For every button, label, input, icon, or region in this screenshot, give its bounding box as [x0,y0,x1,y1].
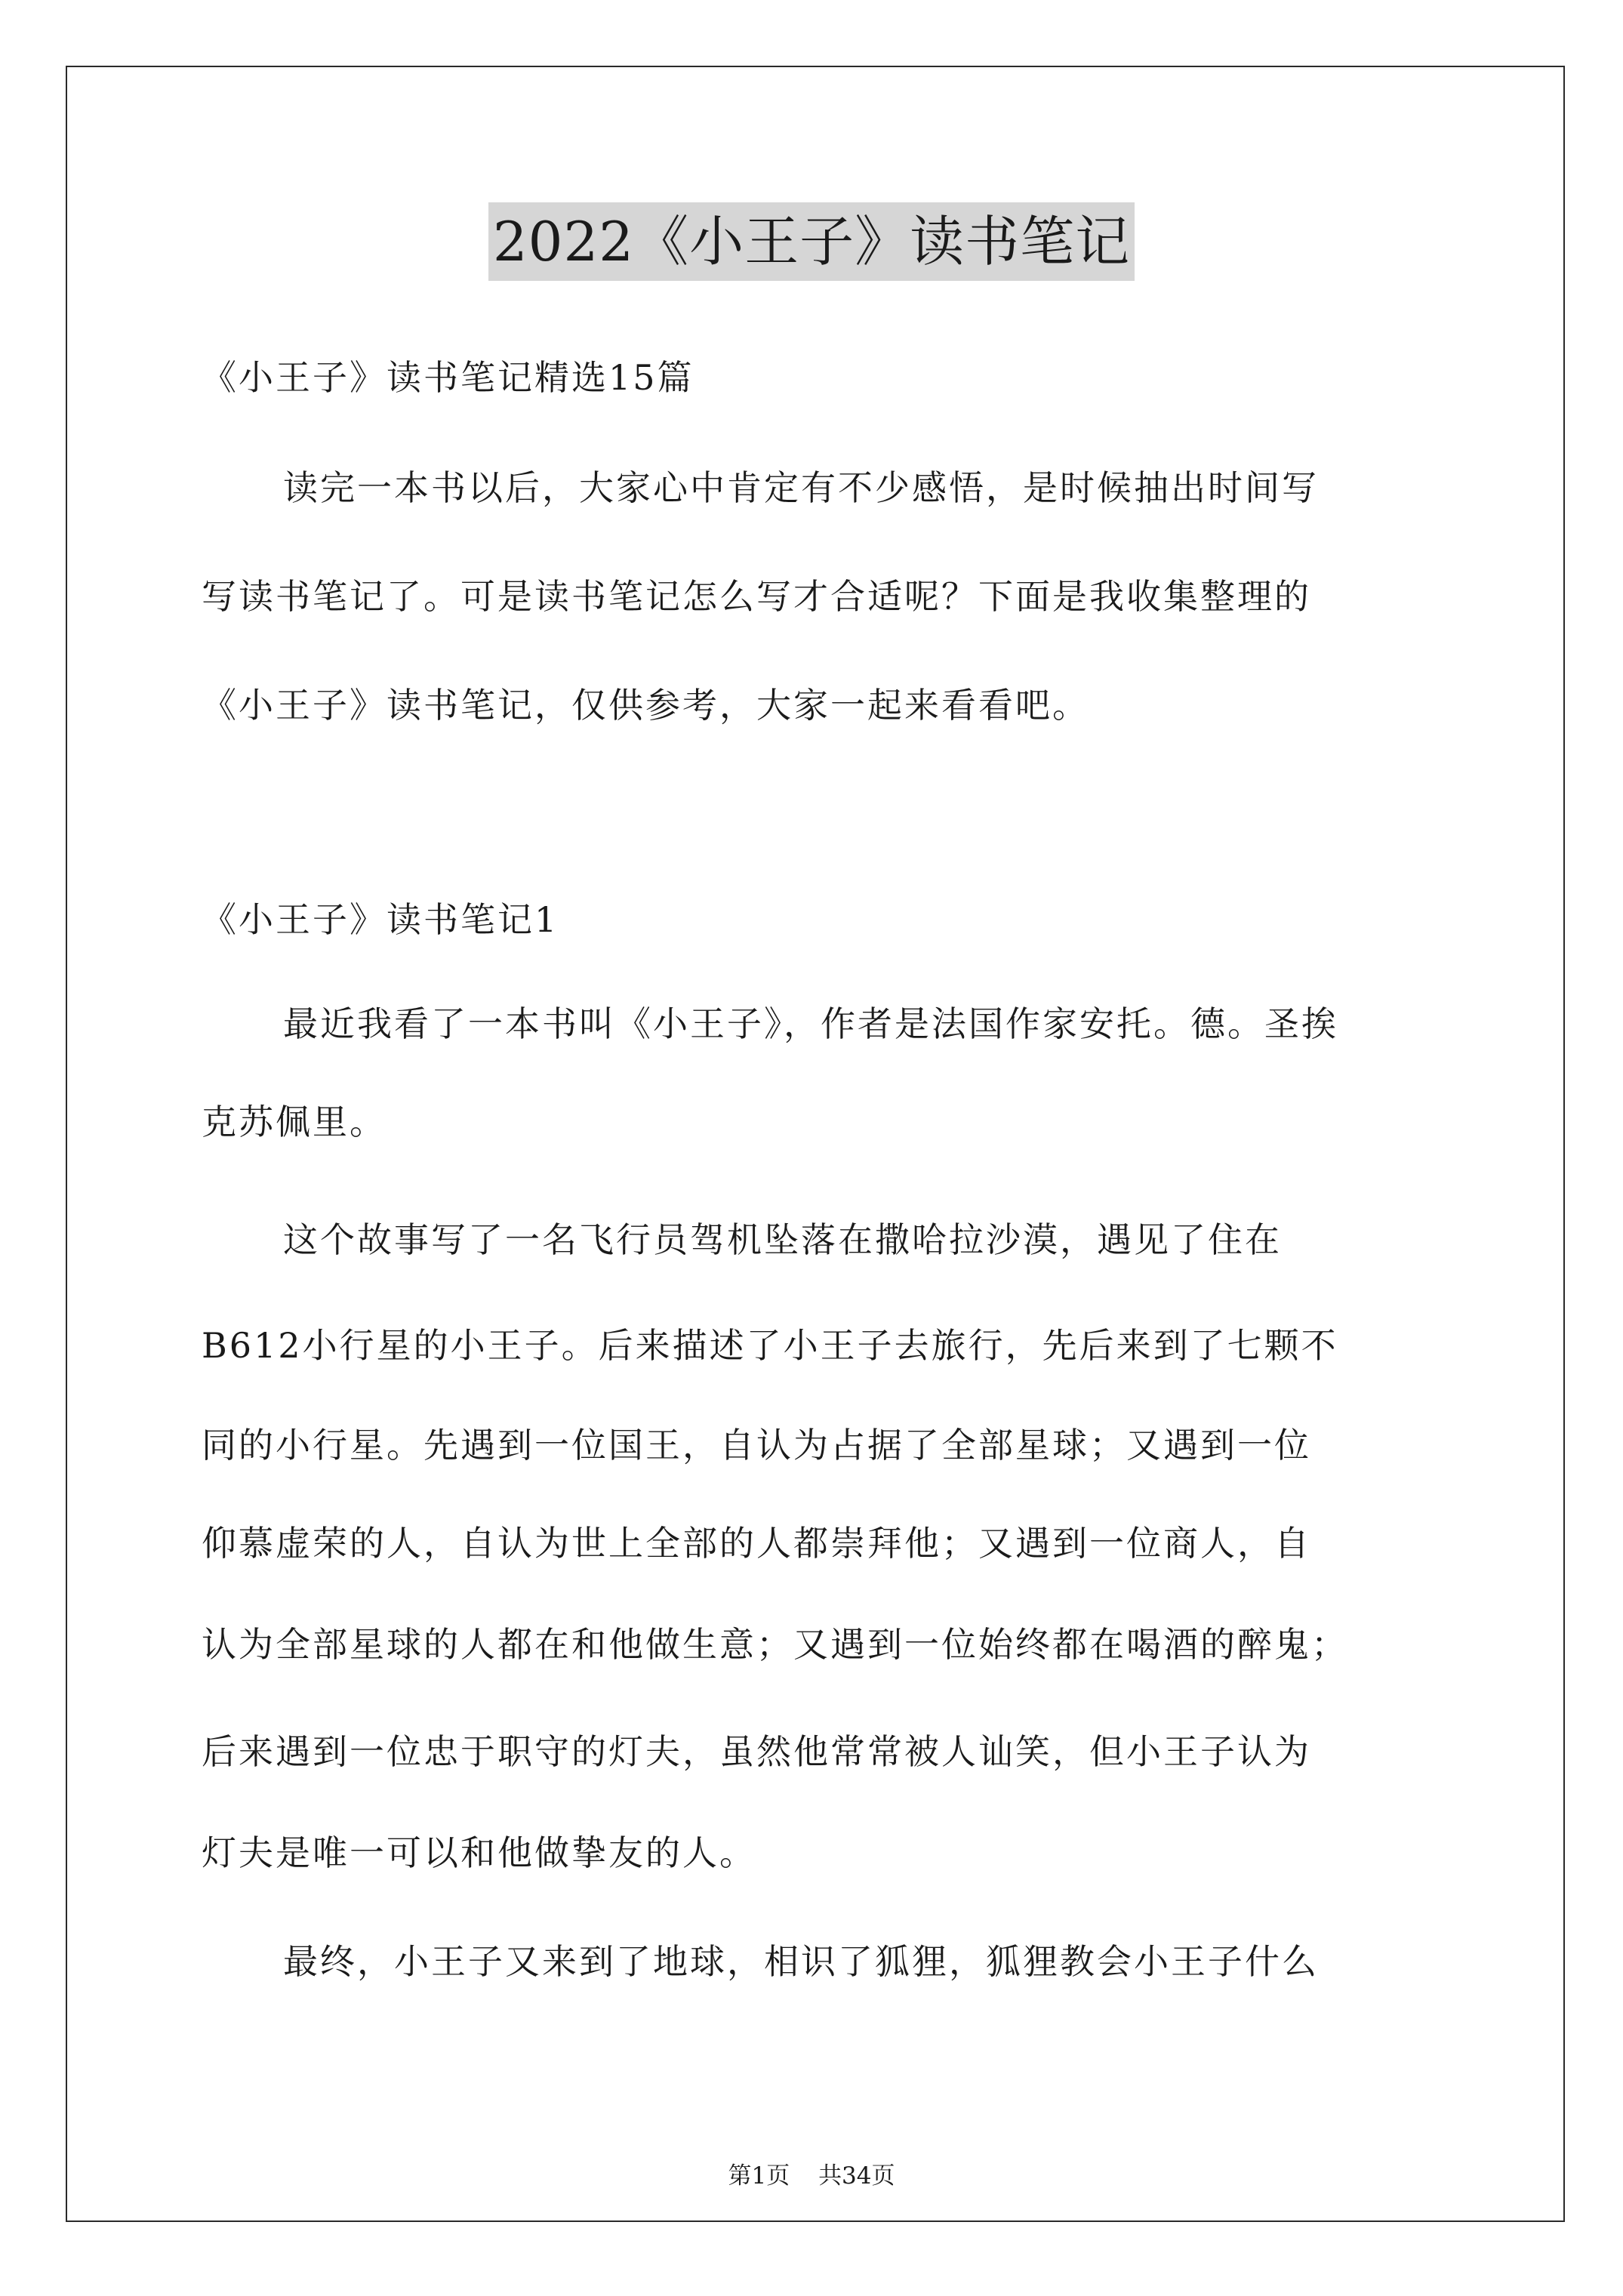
title-container [0,202,1623,281]
document-subtitle: 《小王子》读书笔记精选15篇 [202,357,694,398]
document-title: 2022《小王子》读书笔记 [488,202,1135,281]
intro-line: 读完一本书以后，大家心中肯定有不少感悟，是时候抽出时间写 [283,467,1319,508]
intro-line: 写读书笔记了。可是读书笔记怎么写才合适呢？下面是我收集整理的 [202,576,1311,617]
page-total: 共34页 [818,2162,895,2190]
paragraph-line: 后来遇到一位忠于职守的灯夫，虽然他常常被人讪笑，但小王子认为 [202,1731,1311,1772]
paragraph-line: 认为全部星球的人都在和他做生意；又遇到一位始终都在喝酒的醉鬼； [202,1624,1348,1665]
paragraph-line: 最近我看了一本书叫《小王子》，作者是法国作家安托。德。圣挨 [283,1003,1338,1044]
page-number: 第1页 [728,2162,790,2190]
paragraph-line: B612小行星的小王子。后来描述了小王子去旅行，先后来到了七颗不 [202,1325,1338,1366]
paragraph-line: 仰慕虚荣的人，自认为世上全部的人都崇拜他；又遇到一位商人，自 [202,1523,1311,1564]
section-heading: 《小王子》读书笔记1 [202,899,559,940]
paragraph-line: 这个故事写了一名飞行员驾机坠落在撒哈拉沙漠，遇见了住在 [283,1219,1282,1260]
paragraph-line: 最终，小王子又来到了地球，相识了狐狸，狐狸教会小王子什么 [283,1941,1319,1982]
page-footer [0,2161,1623,2191]
paragraph-line: 克苏佩里。 [202,1102,387,1142]
paragraph-line: 灯夫是唯一可以和他做挚友的人。 [202,1832,756,1873]
paragraph-line: 同的小行星。先遇到一位国王，自认为占据了全部星球；又遇到一位 [202,1425,1311,1465]
intro-line: 《小王子》读书笔记，仅供参考，大家一起来看看吧。 [202,685,1089,726]
